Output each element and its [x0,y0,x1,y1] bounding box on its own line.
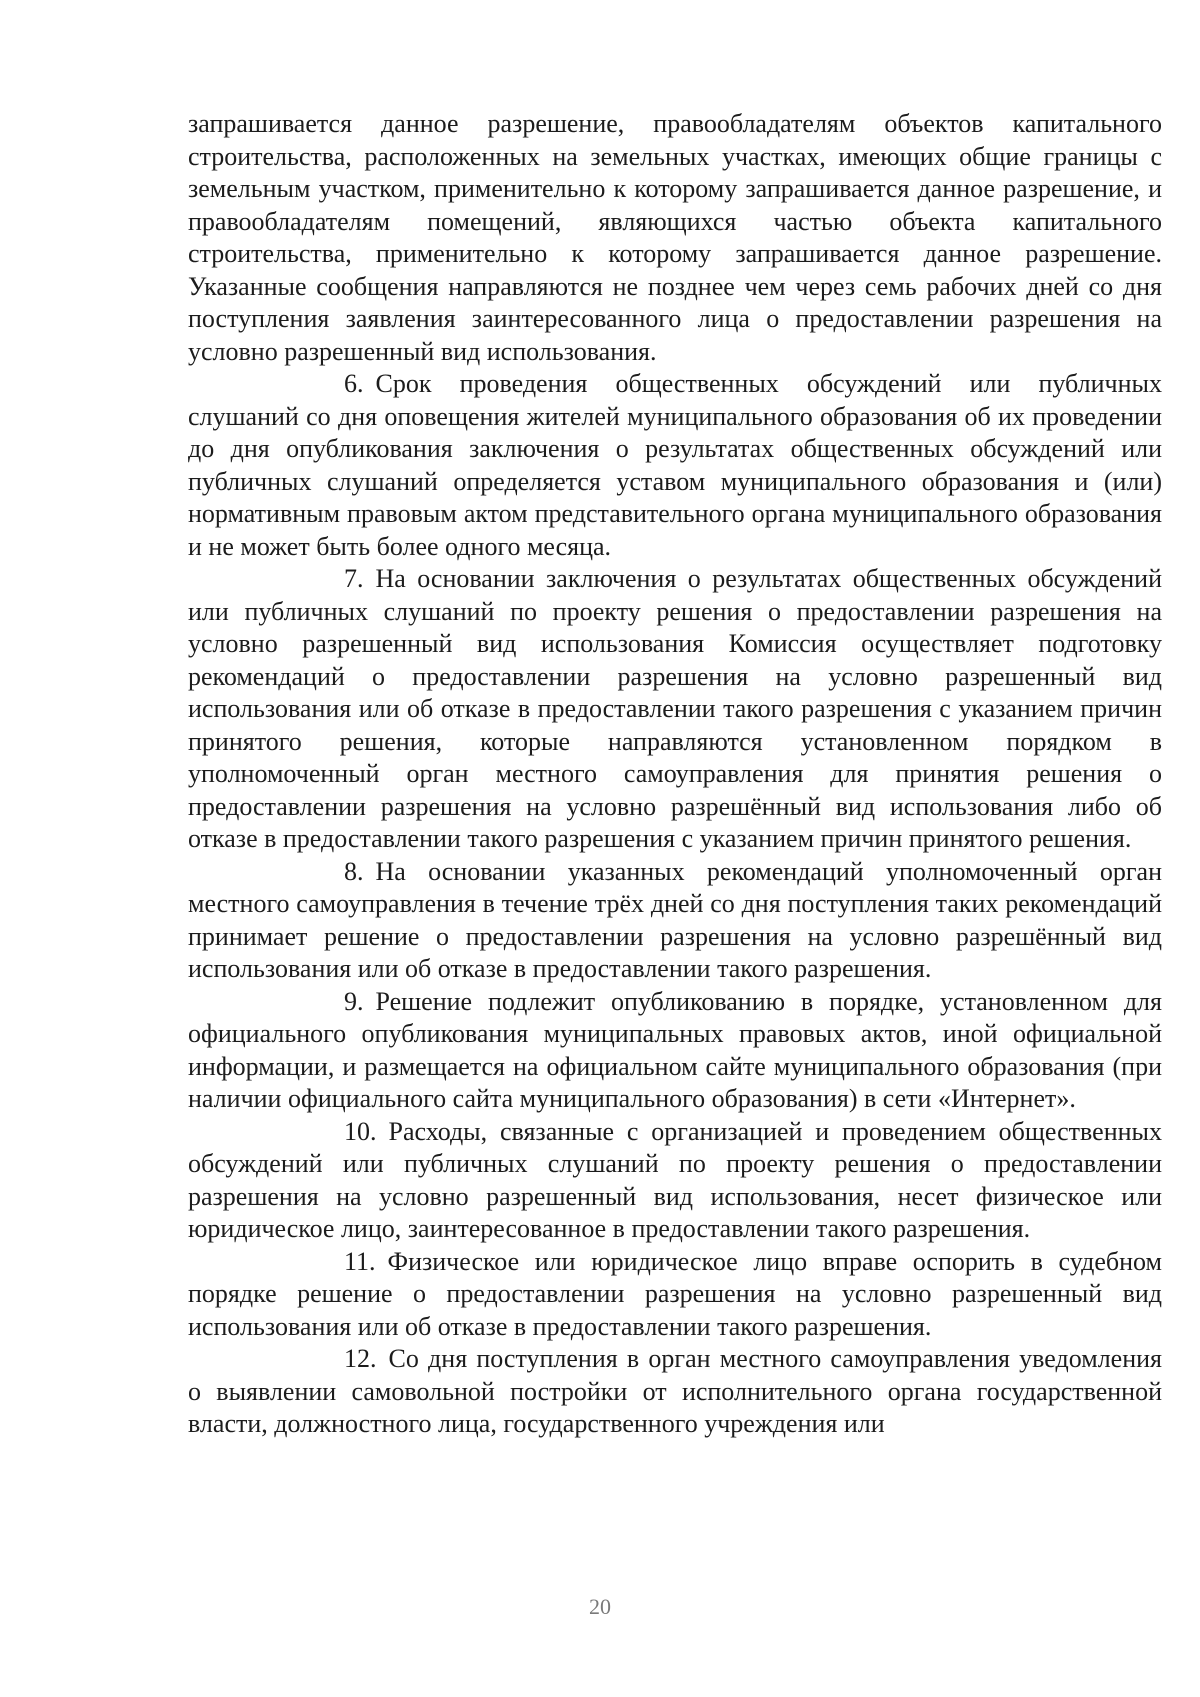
item-number: 10. [344,1116,377,1146]
paragraph-item-12 [188,1343,1162,1441]
item-number: 7. [344,564,364,593]
item-text: Со дня поступления в орган местного самоуправления уведомления о выявлении самовольной постройки от исполнительного органа государственной власти, должностного лица, государственного учреждения или [188,1344,1162,1438]
document-body [188,108,1162,1441]
item-number: 11. [344,1246,376,1276]
item-text: Срок проведения общественных обсуждений или публичных слушаний со дня оповещения жителей муниципального образования об их проведении до дня опубликования заключения о результатах общественных обсуждений или публичных слушаний определяется уставом муниципального образования и (или) нормативным правовым актом представительного органа муниципального образования и не может быть более одного месяца. [188,369,1162,561]
paragraph-item-7 [188,563,1162,856]
paragraph-item-6 [188,368,1162,563]
item-number: 8. [344,856,364,886]
paragraph-item-9 [188,986,1162,1116]
item-text: Физическое или юридическое лицо вправе оспорить в судебном порядке решение о предоставлении разрешения на условно разрешенный вид использования или об отказе в предоставлении такого разрешения. [188,1246,1162,1341]
continuation-paragraph: запрашивается данное разрешение, правообладателям объектов капитального строительства, расположенных на земельных участках, имеющих общие границы с земельным участком, применительно к которому запрашивается данное разрешение, и правообладателям помещений, являющихся частью объекта капитального строительства, применительно к которому запрашивается данное разрешение. Указанные сообщения направляются не позднее чем через семь рабочих дней со дня поступления заявления заинтересованного лица о предоставлении разрешения на условно разрешенный вид использования. [188,109,1162,366]
paragraph-item-10 [188,1116,1162,1246]
item-text: На основании заключения о результатах общественных обсуждений или публичных слушаний по проекту решения о предоставлении разрешения на условно разрешенный вид использования Комиссия осуществляет подготовку рекомендаций о предоставлении разрешения на условно разрешенный вид использования или об отказе в предоставлении такого разрешения с указанием причин принятого решения, которые направляются установленном порядком в уполномоченный орган местного самоуправления для принятия решения о предоставлении разрешения на условно разрешённый вид использования либо об отказе в предоставлении такого разрешения с указанием причин принятого решения. [188,564,1162,853]
paragraph-item-8 [188,856,1162,986]
item-text: Расходы, связанные с организацией и проведением общественных обсуждений или публичных слушаний по проекту решения о предоставлении разрешения на условно разрешенный вид использования, несет физическое или юридическое лицо, заинтересованное в предоставлении такого разрешения. [188,1116,1162,1243]
page-number: 20 [589,1594,611,1619]
item-text: Решение подлежит опубликованию в порядке, установленном для официального опубликования муниципальных правовых актов, иной официальной информации, и размещается на официальном сайте муниципального образования (при наличии официального сайта муниципального образования) в сети «Интернет». [188,986,1162,1113]
item-number: 12. [344,1344,377,1373]
item-number: 6. [344,369,364,398]
paragraph-item-11 [188,1246,1162,1344]
item-number: 9. [344,986,364,1016]
item-text: На основании указанных рекомендаций уполномоченный орган местного самоуправления в течение трёх дней со дня поступления таких рекомендаций принимает решение о предоставлении разрешения на условно разрешённый вид использования или об отказе в предоставлении такого разрешения. [188,856,1162,983]
